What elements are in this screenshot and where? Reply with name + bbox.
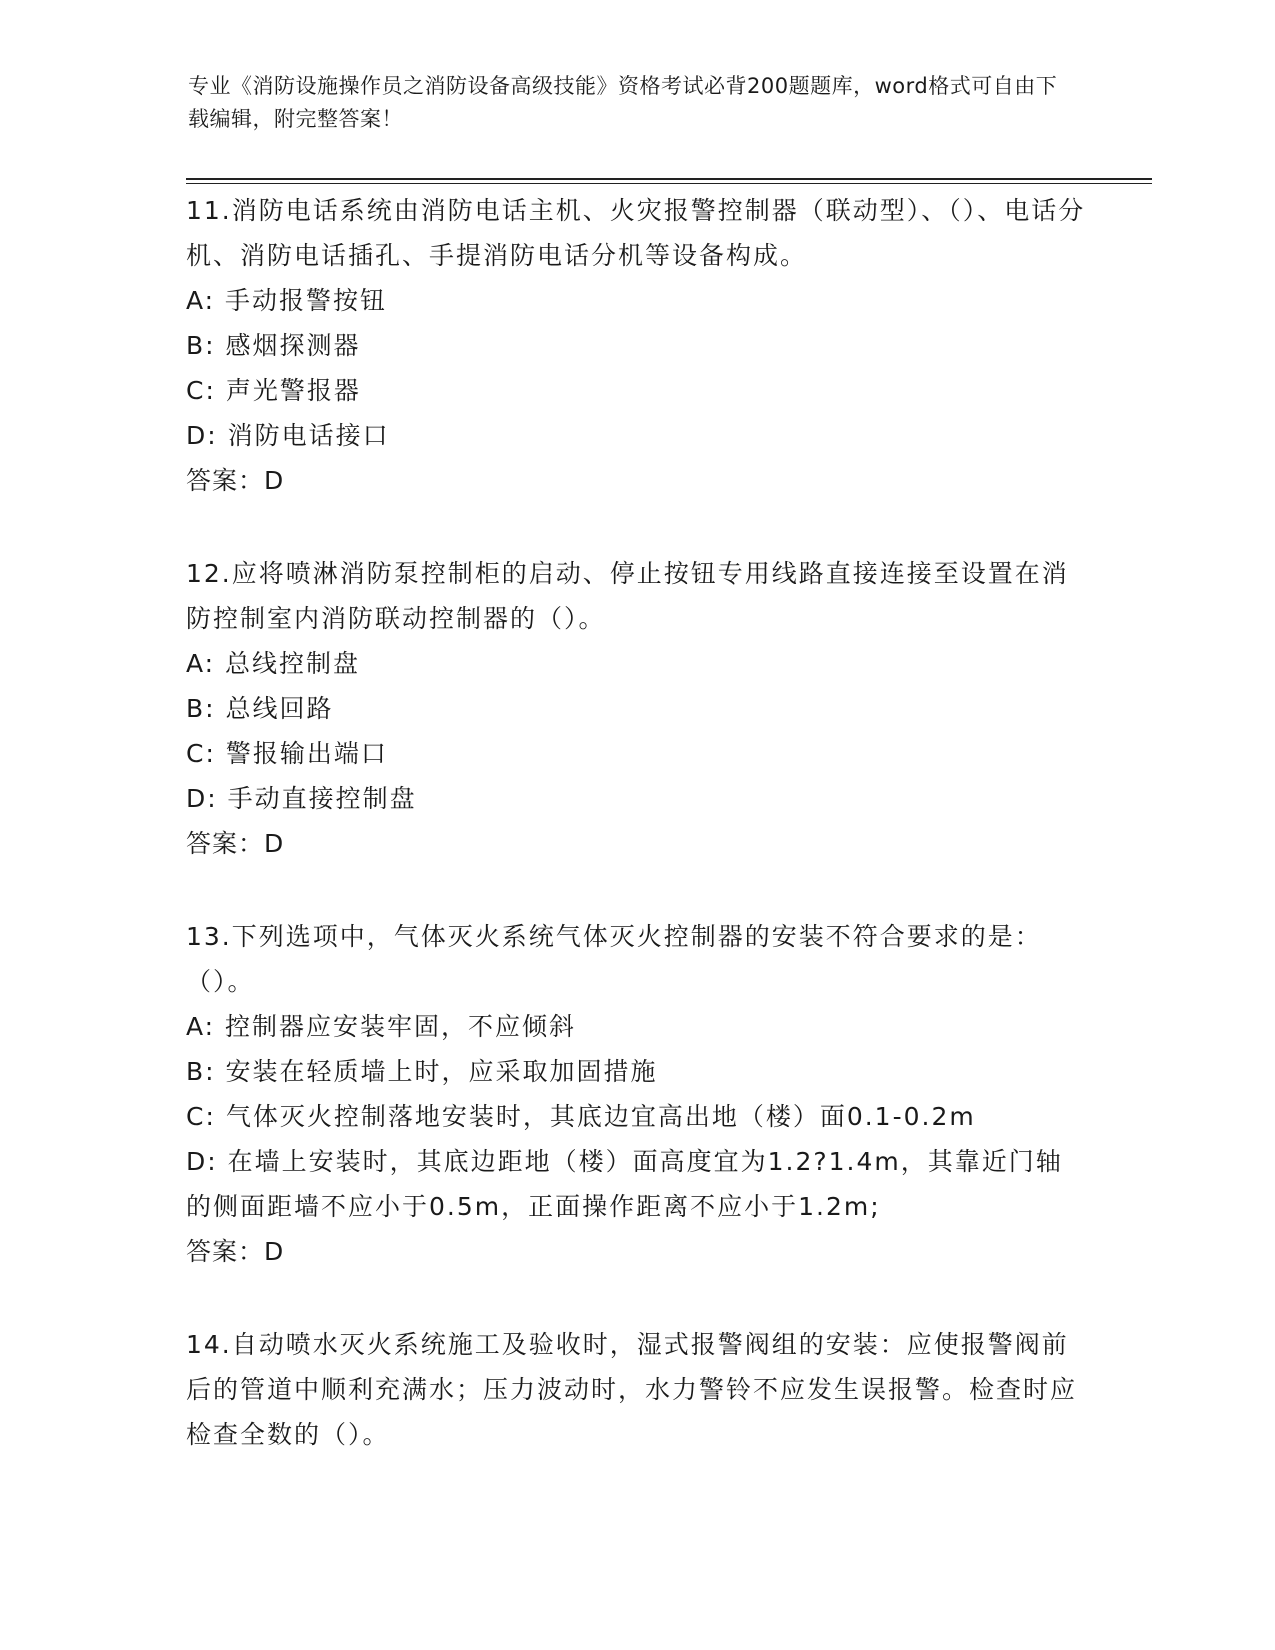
option-d: D: 在墙上安装时，其底边距地（楼）面高度宜为1.2?1.4m，其靠近门轴的侧面距墙不应小于0.5m，正面操作距离不应小于1.2m; xyxy=(186,1147,1063,1221)
option-c: C: 气体灭火控制落地安装时，其底边宜高出地（楼）面0.1-0.2m xyxy=(186,1102,976,1131)
option-d: D: 手动直接控制盘 xyxy=(186,784,417,813)
header-divider-thin xyxy=(186,183,1152,184)
question-13 xyxy=(186,914,1086,1274)
option-c: C: 声光警报器 xyxy=(186,376,361,405)
header-divider xyxy=(186,178,1152,180)
option-c: C: 警报输出端口 xyxy=(186,739,388,768)
option-d: D: 消防电话接口 xyxy=(186,421,390,450)
question-11 xyxy=(186,188,1086,503)
question-12 xyxy=(186,551,1086,866)
option-a: A: 控制器应安装牢固，不应倾斜 xyxy=(186,1012,577,1041)
question-text: 12.应将喷淋消防泵控制柜的启动、停止按钮专用线路直接连接至设置在消防控制室内消防联动控制器的（）。 xyxy=(186,559,1069,633)
question-text: 14.自动喷水灭火系统施工及验收时，湿式报警阀组的安装：应使报警阀前后的管道中顺利充满水；压力波动时，水力警铃不应发生误报警。检查时应检查全数的（）。 xyxy=(186,1330,1078,1449)
answer: 答案：D xyxy=(186,829,285,858)
question-14 xyxy=(186,1322,1086,1457)
option-b: B: 安装在轻质墙上时，应采取加固措施 xyxy=(186,1057,658,1086)
option-a: A: 总线控制盘 xyxy=(186,649,361,678)
question-text: 13.下列选项中，气体灭火系统气体灭火控制器的安装不符合要求的是：（）。 xyxy=(186,922,1042,996)
document-header: 专业《消防设施操作员之消防设备高级技能》资格考试必背200题题库，word格式可自由下载编辑，附完整答案！ xyxy=(188,74,1058,131)
question-list xyxy=(186,188,1086,1505)
answer: 答案：D xyxy=(186,1237,285,1266)
option-b: B: 感烟探测器 xyxy=(186,331,361,360)
option-a: A: 手动报警按钮 xyxy=(186,286,388,315)
answer: 答案：D xyxy=(186,466,285,495)
option-b: B: 总线回路 xyxy=(186,694,334,723)
question-text: 11.消防电话系统由消防电话主机、火灾报警控制器（联动型）、（）、电话分机、消防电话插孔、手提消防电话分机等设备构成。 xyxy=(186,196,1086,270)
